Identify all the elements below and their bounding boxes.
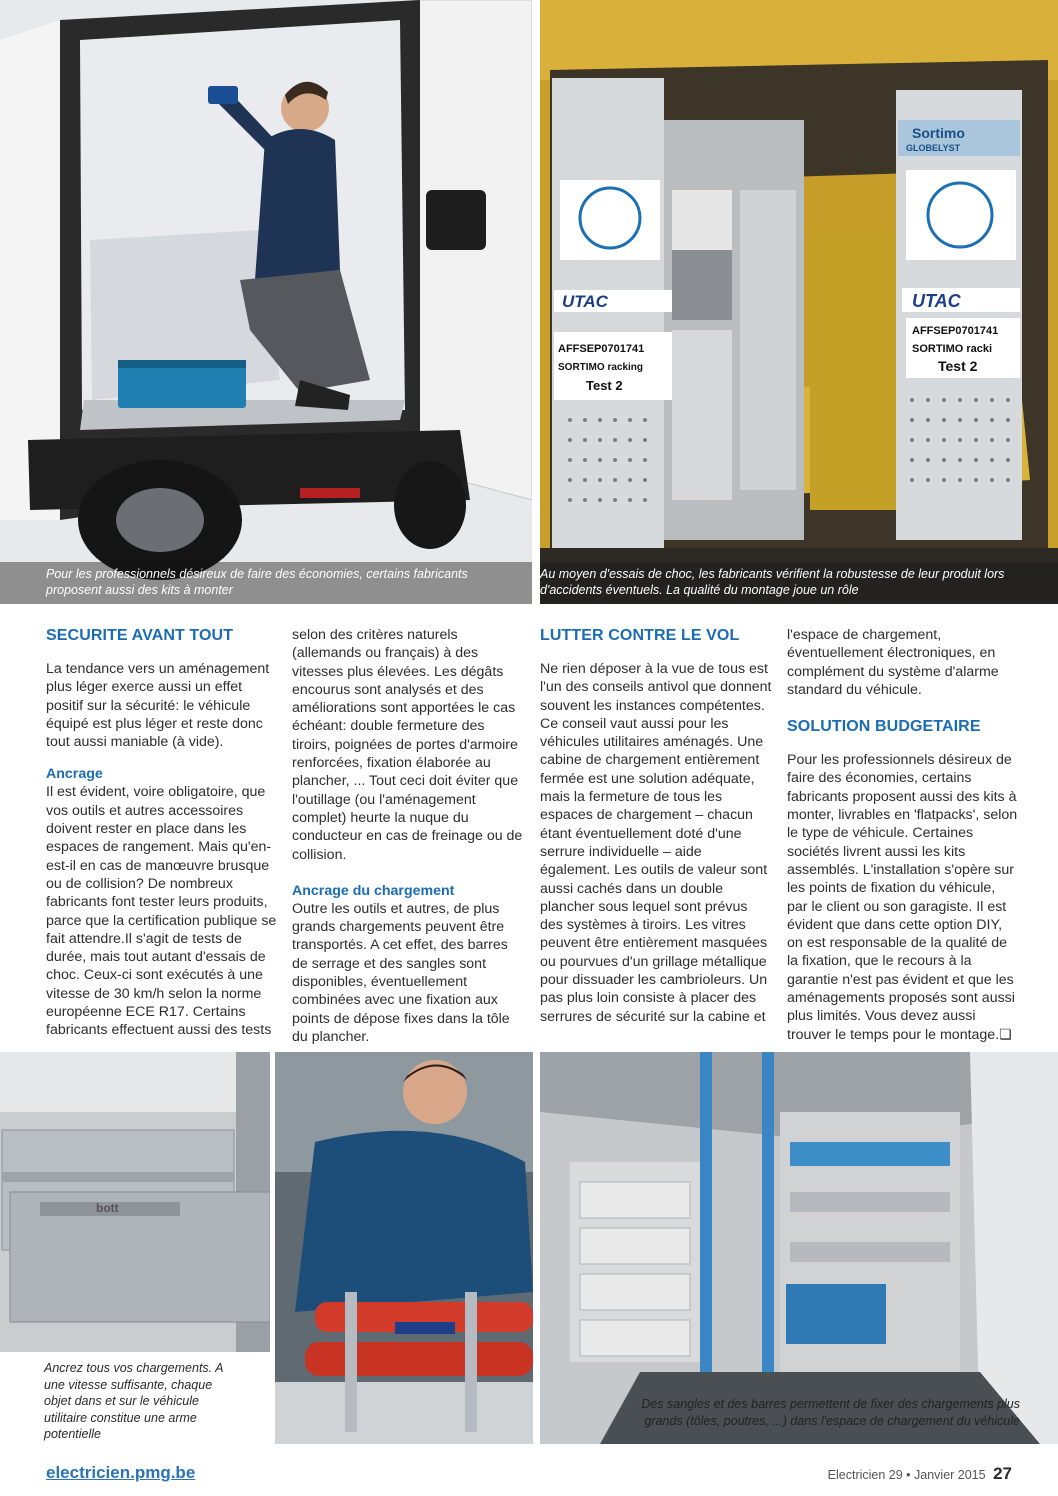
article-column-4	[787, 626, 1019, 1044]
subheading: Ancrage du chargement	[292, 882, 455, 899]
photo-van-technician	[0, 0, 532, 604]
test-num-left: Test 2	[586, 378, 623, 393]
photo-van-interior	[540, 1052, 1058, 1444]
article-column-1	[46, 626, 278, 1040]
end-mark-icon: ❏	[999, 1026, 1012, 1043]
photo-caption: Pour les professionnels désireux de faire des économies, certains fabricants proposent aussi des kits à monter	[0, 562, 532, 604]
test-line2-right: SORTIMO racki	[912, 343, 993, 355]
test-code-left: AFFSEP0701741	[558, 343, 645, 355]
utac-label-right: UTAC	[912, 291, 961, 311]
paragraph: La tendance vers un aménagement plus léger exerce aussi un effet positif sur la sécurité: le véhicule équipé est plus léger et reste donc tout aussi maniable (à vide).	[46, 661, 270, 751]
subheading: Ancrage	[46, 766, 103, 783]
test-code-right: AFFSEP0701741	[912, 325, 999, 337]
issue-label: Electricien 29 • Janvier 2015	[827, 1468, 986, 1482]
photo-metal-boxes	[0, 1052, 270, 1352]
paragraph: Outre les outils et autres, de plus grands chargements peuvent être transportés. A cet effet, des barres de serrage et des sangles sont disponibles, éventuellement combinées avec une fixation aux points de dépose fixes dans la tôle du plancher.	[292, 900, 510, 1045]
footer-website-link[interactable]: electricien.pmg.be	[46, 1463, 196, 1482]
photo-caption: Ancrez tous vos chargements. A une vitesse suffisante, chaque objet dans et sur le véhicule utilitaire constitue une arme potentielle	[44, 1361, 224, 1441]
article-column-2	[292, 626, 524, 1046]
worker-illustration	[275, 1052, 533, 1444]
paragraph-text: Pour les professionnels désireux de faire des économies, certains fabricants proposent aussi des kits à monter, livrables en 'flatpacks', selon le type de véhicule. Certaines sociétés livrent aussi les kits assemblés. L'installation s'opère sur les points de fixation du véhicule, par le client ou son garagiste. Il est évident que dans cette option DIY, on est responsable de la qualité de la fixation, que le recours à la garantie n'est pas évident et que les aménagements proposés sont aussi plus limités. Vous devez aussi trouver le temps pour le montage.	[787, 752, 1018, 1043]
photo-worker-strapping	[275, 1052, 533, 1444]
interior-illustration	[540, 1052, 1058, 1444]
article-column-3	[540, 626, 772, 1026]
paragraph: Ne rien déposer à la vue de tous est l'un des conseils antivol que donnent souvent les instances compétentes. Ce conseil vaut aussi pour les véhicules utilitaires aménagés. Une cabine de chargement entièrement fermée est une solution adéquate, mais la fermeture de tous les espaces de chargement – chacun étant éventuellement doté d'une serrure individuelle – aide également. Les outils de valeur sont aussi cachés dans un double plancher sous lequel sont prévus des systèmes à tiroirs. Les vitres peuvent être entièrement masquées ou pourvues d'un grillage métallique pour dissuader les cambrioleurs. Un pas plus loin consiste à placer des serrures de sécurité sur la cabine et	[540, 661, 772, 1025]
test-line2-left: SORTIMO racking	[558, 362, 644, 373]
brand-sub-right: GLOBELYST	[906, 143, 961, 153]
section-heading: LUTTER CONTRE LE VOL	[540, 627, 740, 644]
paragraph: selon des critères naturels (allemands ou français) à des vitesses plus élevées. Les dégâts encourus sont analysés et des améliorations sont apportées le cas échéant: double fermeture des tiroirs, poignées de portes d'armoire renforcées, fixation élaborée au plancher, ... Tout ceci doit éviter que l'outillage (ou l'aménagement complet) heurte la nuque du conducteur en cas de freinage ou de collision.	[292, 627, 523, 863]
utac-label-left: UTAC	[562, 292, 608, 311]
test-num-right: Test 2	[938, 358, 978, 374]
paragraph	[787, 751, 1019, 1044]
van-illustration	[0, 0, 532, 604]
paragraph: Il est évident, voire obligatoire, que vos outils et autres accessoires doivent rester en place dans les espaces de rangement. Mais qu'en-est-il en cas de manœuvre brusque ou de collision? De nombreux fabricants font tester leurs produits, parce que la certification publique se fait attendre.Il s'agit de tests de durée, mais tout autant d'essais de choc. Ceux-ci sont exécutés à une vitesse de 30 km/h selon la norme européenne ECE R17. Certains fabricants effectuent aussi des tests	[46, 784, 277, 1039]
photo-crash-test-racking	[540, 0, 1058, 604]
section-heading: SECURITE AVANT TOUT	[46, 627, 234, 644]
boxes-illustration	[0, 1052, 270, 1352]
box-brand-label: bott	[96, 1201, 119, 1215]
section-heading: SOLUTION BUDGETAIRE	[787, 718, 981, 736]
footer-issue-info	[828, 1464, 1012, 1484]
paragraph: l'espace de chargement, éventuellement électroniques, en complément du système d'alarme standard du véhicule.	[787, 627, 999, 698]
page-number: 27	[993, 1464, 1012, 1483]
photo-caption: Des sangles et des barres permettent de fixer des chargements plus grands (tôles, poutres, ...) dans l'espace de chargement du véhicule	[641, 1397, 1020, 1428]
brand-label-right: Sortimo	[912, 125, 965, 141]
racking-illustration	[540, 0, 1058, 604]
photo-caption: Au moyen d'essais de choc, les fabricants vérifient la robustesse de leur produit lors d'accidents éventuels. La qualité du montage joue un rôle	[540, 562, 1058, 604]
